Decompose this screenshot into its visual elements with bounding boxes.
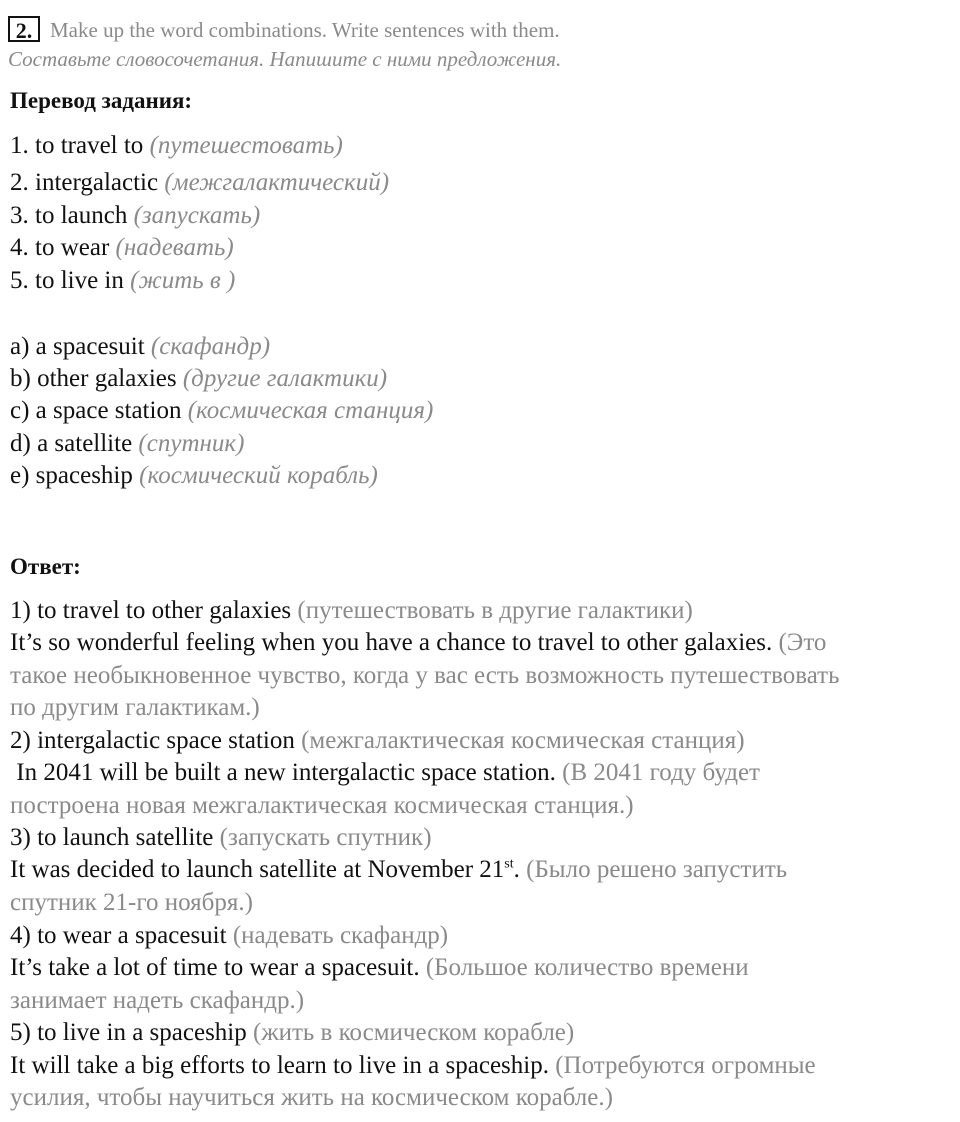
- noun-en: c) a space station: [10, 397, 182, 424]
- task-instruction-ru: Составьте словосочетания. Напишите с ними предложения.: [8, 47, 562, 71]
- answer-sentence-ru-cont: занимает надеть скафандр.): [10, 987, 305, 1014]
- noun-en: b) other galaxies: [10, 365, 177, 392]
- noun-ru: (скафандр): [150, 333, 271, 360]
- verb-ru: (путешестовать): [149, 132, 343, 159]
- answer-sentence-en: It’s so wonderful feeling when you have a chance to travel to other galaxies.: [10, 629, 773, 656]
- verb-item: [10, 267, 235, 295]
- answer-phrase-ru: (надевать скафандр): [232, 922, 449, 949]
- verb-item: [10, 234, 234, 262]
- noun-item: [10, 430, 244, 458]
- answer-phrase: [10, 922, 448, 950]
- answer-phrase-en: 1) to travel to other galaxies: [10, 597, 292, 624]
- answer-phrase: [10, 824, 432, 852]
- verb-en: 2. intergalactic: [10, 169, 159, 196]
- answer-phrase-en: 2) intergalactic space station: [10, 727, 295, 754]
- answer-sentence-en: It was decided to launch satellite at November 21: [10, 856, 505, 883]
- translation-heading: Перевод задания:: [10, 88, 193, 113]
- answer-sentence-en: It will take a big efforts to learn to live in a spaceship.: [10, 1052, 549, 1079]
- answer-sentence-ru: (Потребуются огромные: [555, 1052, 816, 1079]
- answer-heading: Ответ:: [10, 554, 81, 579]
- noun-ru: (космический корабль): [139, 462, 378, 489]
- ordinal-superscript: st: [504, 856, 514, 872]
- answer-phrase: [10, 727, 745, 755]
- noun-ru: (другие галактики): [182, 365, 388, 392]
- answer-phrase-ru: (запускать спутник): [219, 824, 432, 851]
- verb-en: 3. to launch: [10, 202, 128, 229]
- answer-phrase: [10, 1019, 574, 1047]
- answer-sentence: [10, 1052, 816, 1080]
- verb-ru: (надевать): [115, 234, 234, 261]
- verb-item: [10, 169, 389, 197]
- answer-sentence-ru: (Было решено запустить: [526, 856, 788, 883]
- noun-item: [10, 333, 270, 361]
- answer-phrase-en: 3) to launch satellite: [10, 824, 214, 851]
- noun-ru: (спутник): [138, 430, 245, 457]
- answer-phrase-ru: (жить в космическом корабле): [253, 1019, 575, 1046]
- noun-item: [10, 397, 433, 425]
- noun-en: d) a satellite: [10, 430, 133, 457]
- noun-item: [10, 462, 378, 490]
- answer-sentence: [10, 954, 749, 982]
- verb-item: [10, 202, 260, 230]
- task-instruction-en: Make up the word combinations. Write sentences with them.: [50, 18, 560, 42]
- answer-phrase-en: 5) to live in a spaceship: [10, 1019, 247, 1046]
- verb-ru: (запускать): [133, 202, 261, 229]
- sentence-period: .: [513, 856, 520, 883]
- answer-sentence: [10, 759, 760, 787]
- noun-en: e) spaceship: [10, 462, 133, 489]
- answer-phrase: [10, 597, 693, 625]
- answer-sentence-ru-cont: такое необыкновенное чувство, когда у вас есть возможность путешествовать: [10, 662, 840, 689]
- answer-sentence-ru: (В 2041 году будет: [562, 759, 760, 786]
- noun-item: [10, 365, 387, 393]
- verb-ru: (жить в ): [130, 267, 236, 294]
- answer-sentence: [10, 629, 826, 657]
- noun-ru: (космическая станция): [187, 397, 434, 424]
- verb-en: 4. to wear: [10, 234, 110, 261]
- answer-sentence-ru: (Большое количество времени: [425, 954, 749, 981]
- answer-sentence-en: It’s take a lot of time to wear a spacesuit.: [10, 954, 420, 981]
- answer-sentence-ru-cont: построена новая межгалактическая космическая станция.): [10, 792, 634, 819]
- answer-phrase-ru: (межгалактическая космическая станция): [301, 727, 745, 754]
- answer-phrase-en: 4) to wear a spacesuit: [10, 922, 227, 949]
- verb-item: [10, 132, 343, 160]
- answer-sentence-ru-cont: спутник 21-го ноября.): [10, 889, 253, 916]
- answer-sentence-ru-cont: усилия, чтобы научиться жить на космическом корабле.): [10, 1084, 613, 1111]
- verb-ru: (межгалактический): [164, 169, 390, 196]
- answer-sentence-ru-cont: по другим галактикам.): [10, 694, 260, 721]
- answer-sentence-ru: (Это: [778, 629, 827, 656]
- verb-en: 5. to live in: [10, 267, 124, 294]
- answer-sentence: [10, 856, 787, 884]
- task-number: 2.: [8, 16, 40, 42]
- noun-en: a) a spacesuit: [10, 333, 145, 360]
- answer-phrase-ru: (путешествовать в другие галактики): [297, 597, 693, 624]
- verb-en: 1. to travel to: [10, 132, 144, 159]
- answer-sentence-en: In 2041 will be built a new intergalactic space station.: [10, 759, 556, 786]
